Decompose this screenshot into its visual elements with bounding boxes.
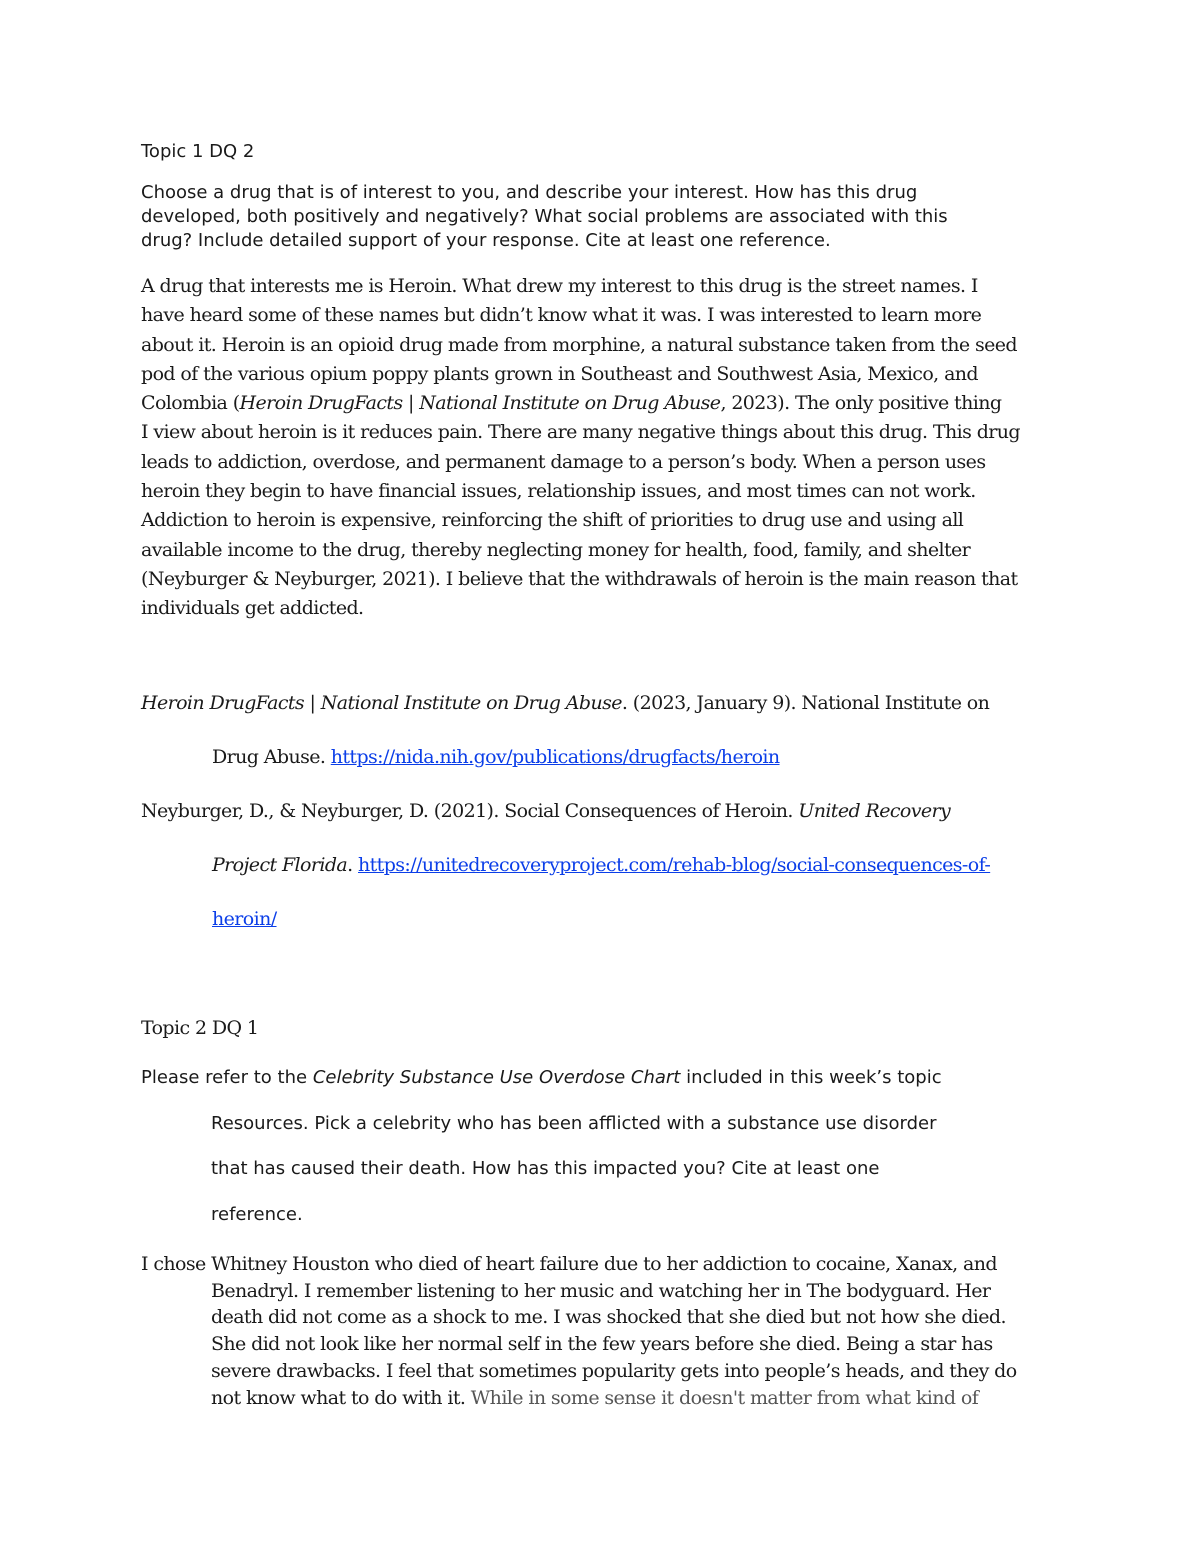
topic2-prompt-line: that has caused their death. How has this impacted you? Cite at least one: [211, 1158, 880, 1179]
topic1-prompt-line: Choose a drug that is of interest to you, and describe your interest. How has this drug: [141, 182, 918, 203]
answer-line: I view about heroin is it reduces pain. There are many negative things about this drug. This drug: [141, 421, 1020, 444]
prompt-text: Please refer to the: [141, 1067, 313, 1088]
answer-line: about it. Heroin is an opioid drug made from morphine, a natural substance taken from the seed: [141, 333, 1017, 356]
answer-line: leads to addiction, overdose, and permanent damage to a person’s body. When a person uses: [141, 450, 986, 473]
answer-line: [141, 1385, 1101, 1412]
reference-2: [141, 784, 1081, 946]
reference-line: [141, 784, 1081, 838]
reference-title: Heroin DrugFacts | National Institute on Drug Abuse: [141, 692, 622, 714]
answer-line: individuals get addicted.: [141, 597, 364, 620]
topic1-prompt-line: developed, both positively and negatively? What social problems are associated with this: [141, 206, 948, 227]
answer-line: A drug that interests me is Heroin. What drew my interest to this drug is the street names. I: [141, 275, 978, 297]
answer-line: heroin they begin to have financial issues, relationship issues, and most times can not work.: [141, 480, 976, 503]
topic2-answer: [141, 1251, 1101, 1411]
reference-text: Neyburger, D., & Neyburger, D. (2021). Social Consequences of Heroin.: [141, 800, 799, 822]
answer-line: [141, 389, 1061, 418]
reference-line: [141, 676, 1081, 730]
answer-line: (Neyburger & Neyburger, 2021). I believe that the withdrawals of heroin is the main reason that: [141, 567, 1018, 590]
reference-line: [141, 892, 1081, 946]
topic2-prompt-line: Resources. Pick a celebrity who has been afflicted with a substance use disorder: [211, 1112, 937, 1134]
reference-link[interactable]: https://nida.nih.gov/publications/drugfacts/heroin: [330, 746, 780, 768]
prompt-chart-title: Celebrity Substance Use Overdose Chart: [312, 1067, 681, 1088]
answer-line: pod of the various opium poppy plants grown in Southeast and Southwest Asia, Mexico, and: [141, 362, 978, 385]
answer-line: She did not look like her normal self in the few years before she died. Being a star has: [211, 1333, 993, 1356]
topic2-heading: Topic 2 DQ 1: [141, 1017, 259, 1039]
reference-line: [141, 730, 1081, 784]
answer-line: available income to the drug, thereby neglecting money for health, food, family, and shelter: [141, 538, 971, 561]
reference-source: United Recovery: [798, 800, 951, 822]
reference-link[interactable]: https://unitedrecoveryproject.com/rehab-blog/social-consequences-of-: [358, 854, 991, 876]
topic2-prompt: [141, 1055, 1101, 1237]
reference-link[interactable]: heroin/: [212, 908, 277, 930]
reference-source: Project Florida: [212, 854, 348, 876]
answer-line: I chose Whitney Houston who died of heart failure due to her addiction to cocaine, Xanax, and: [141, 1253, 997, 1275]
reference-text: Drug Abuse.: [212, 746, 331, 768]
topic1-prompt: [141, 181, 1061, 253]
topic1-answer: [141, 272, 1061, 624]
answer-line: Benadryl. I remember listening to her music and watching her in The bodyguard. Her: [211, 1279, 991, 1302]
reference-text: .: [347, 854, 358, 876]
reference-text: . (2023, January 9). National Institute on: [621, 692, 990, 714]
topic1-heading: Topic 1 DQ 2: [141, 141, 255, 162]
topic2-prompt-line: [141, 1055, 1101, 1101]
reference-line: [141, 838, 1081, 892]
answer-text: , 2023). The only positive thing: [720, 392, 1002, 415]
in-text-citation: Heroin DrugFacts | National Institute on Drug Abuse: [239, 392, 721, 415]
prompt-text: included in this week’s topic: [680, 1067, 942, 1088]
answer-text-faded: While in some sense it doesn't matter from what kind of: [465, 1386, 979, 1409]
answer-line: death did not come as a shock to me. I was shocked that she died but not how she died.: [211, 1306, 1006, 1329]
reference-1: [141, 676, 1081, 784]
answer-line: severe drawbacks. I feel that sometimes popularity gets into people’s heads, and they do: [211, 1359, 1017, 1382]
answer-line: have heard some of these names but didn’t know what it was. I was interested to learn more: [141, 304, 982, 327]
answer-text: Colombia (: [141, 392, 240, 415]
topic1-prompt-line: drug? Include detailed support of your response. Cite at least one reference.: [141, 230, 831, 251]
answer-text: not know what to do with it.: [211, 1386, 466, 1409]
topic2-prompt-line: reference.: [211, 1203, 303, 1225]
answer-line: Addiction to heroin is expensive, reinforcing the shift of priorities to drug use and using all: [141, 509, 964, 532]
